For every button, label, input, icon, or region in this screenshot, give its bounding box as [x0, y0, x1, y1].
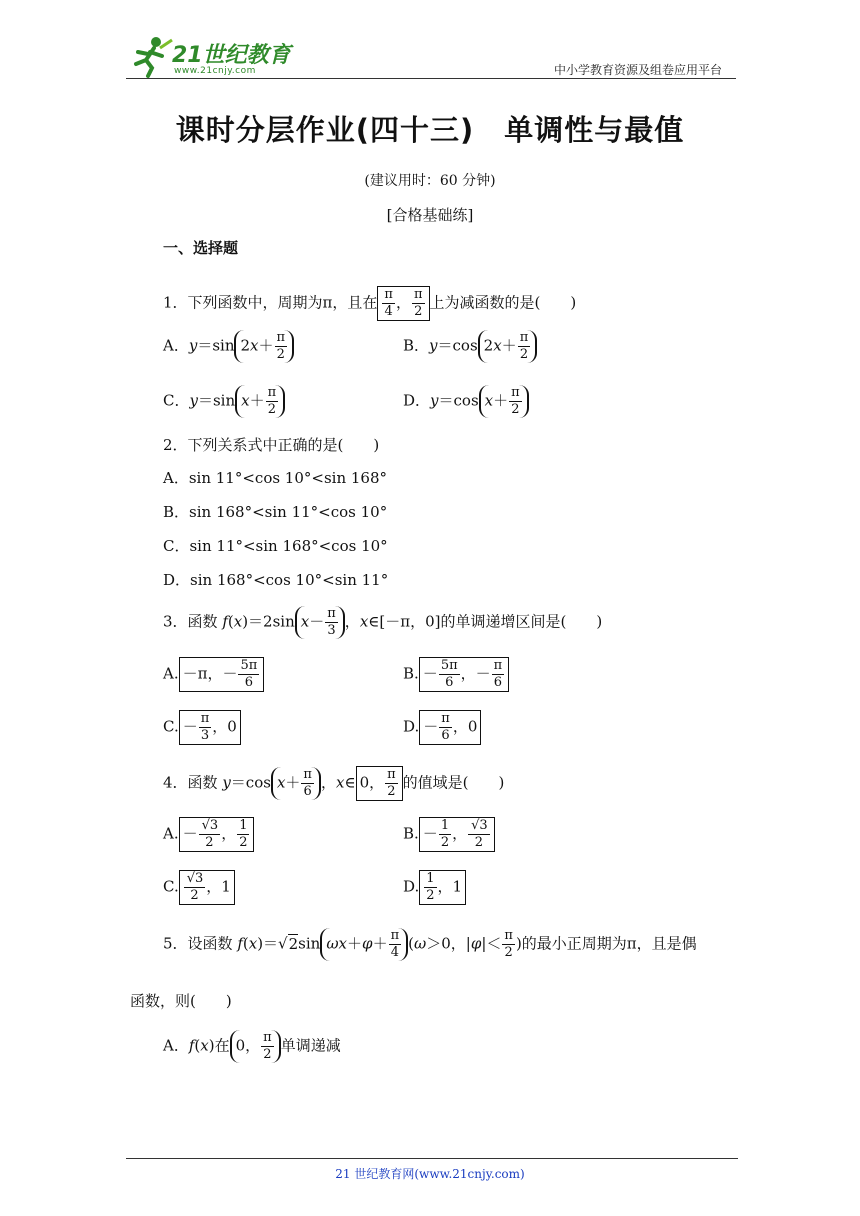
q3-option-a[interactable]: A. －π，－ $\frac{5\pi}{6}$ [163, 657, 264, 692]
section-heading: 一、选择题 [163, 239, 239, 257]
q1-option-a[interactable]: A．y＝sin 2x＋ $\frac{\pi}{2}$ [163, 330, 294, 363]
q1-option-d[interactable]: D．y＝cos x＋ $\frac{\pi}{2}$ [403, 385, 529, 418]
q3-option-b[interactable]: B. － $\frac{5\pi}{6}$ ，－ $\frac{\pi}{6}$ [403, 657, 509, 692]
header-divider [126, 78, 736, 79]
q3-option-d[interactable]: D. － $\frac{\pi}{6}$ ，0 [403, 710, 481, 745]
platform-label: 中小学教育资源及组卷应用平台 [553, 63, 722, 77]
question-1: 1．下列函数中，周期为π，且在 $\frac{\pi}{4}$ ， $\frac{\pi}{2}$ 上为减函数的是( ) [163, 287, 577, 319]
footer-divider [126, 1158, 738, 1159]
site-logo [126, 34, 291, 78]
q2-option-c[interactable]: C．sin 11°<sin 168°<cos 10° [163, 537, 388, 555]
section-tag: [合格基础练] [386, 206, 474, 224]
q2-option-b[interactable]: B．sin 168°<sin 11°<cos 10° [163, 503, 388, 521]
question-2: 2．下列关系式中正确的是( ) [163, 436, 380, 454]
q1-option-b[interactable]: B．y＝cos 2x＋ $\frac{\pi}{2}$ [403, 330, 537, 363]
q2-option-a[interactable]: A．sin 11°<cos 10°<sin 168° [163, 469, 388, 487]
footer-link[interactable]: 21 世纪教育网(www.21cnjy.com) [335, 1167, 525, 1181]
runner-logo-icon [126, 34, 174, 78]
question-1-interval: $\frac{\pi}{4}$ ， $\frac{\pi}{2}$ [377, 286, 429, 321]
question-1-stem: 1．下列函数中，周期为π，且在 [163, 293, 378, 312]
q5-option-a[interactable]: A．f(x)在 0， $\frac{\pi}{2}$ 单调递减 [163, 1030, 341, 1062]
logo-url: www.21cnjy.com [174, 66, 256, 76]
page-title: 课时分层作业(四十三) 单调性与最值 [175, 113, 685, 147]
q4-option-d[interactable]: D. $\frac{1}{2}$ ，1 [403, 870, 466, 905]
question-3: 3．函数 f(x)＝2sin x－ $\frac{\pi}{3}$ ，x∈[－π，0]的单调递增区间是( ) [163, 606, 603, 638]
q4-option-c[interactable]: C. $\frac{√3}{2}$ ，1 [163, 870, 235, 905]
question-5: 5．设函数 f(x)＝√2sin ωx＋φ＋ $\frac{\pi}{4}$ (ω＞0，|φ|＜ $\frac{\pi}{2}$ )的最小正周期为π，且是偶 [163, 928, 697, 960]
suggested-time: (建议用时：60 分钟) [364, 173, 496, 189]
question-5-continued: 函数，则( ) [130, 992, 232, 1010]
q2-option-d[interactable]: D．sin 168°<cos 10°<sin 11° [163, 571, 389, 589]
q1-option-c[interactable]: C．y＝sin x＋ $\frac{\pi}{2}$ [163, 385, 285, 418]
q3-option-c[interactable]: C. － $\frac{\pi}{3}$ ，0 [163, 710, 241, 745]
question-4: 4．函数 y＝cos x＋ $\frac{\pi}{6}$ ，x∈ 0， $\frac{\pi}{2}$ 的值域是( ) [163, 767, 505, 799]
q4-option-b[interactable]: B. － $\frac{1}{2}$ ， $\frac{√3}{2}$ [403, 817, 495, 852]
q4-option-a[interactable]: A. － $\frac{√3}{2}$ ， $\frac{1}{2}$ [163, 817, 254, 852]
logo-text: 21世纪教育 [172, 43, 291, 68]
